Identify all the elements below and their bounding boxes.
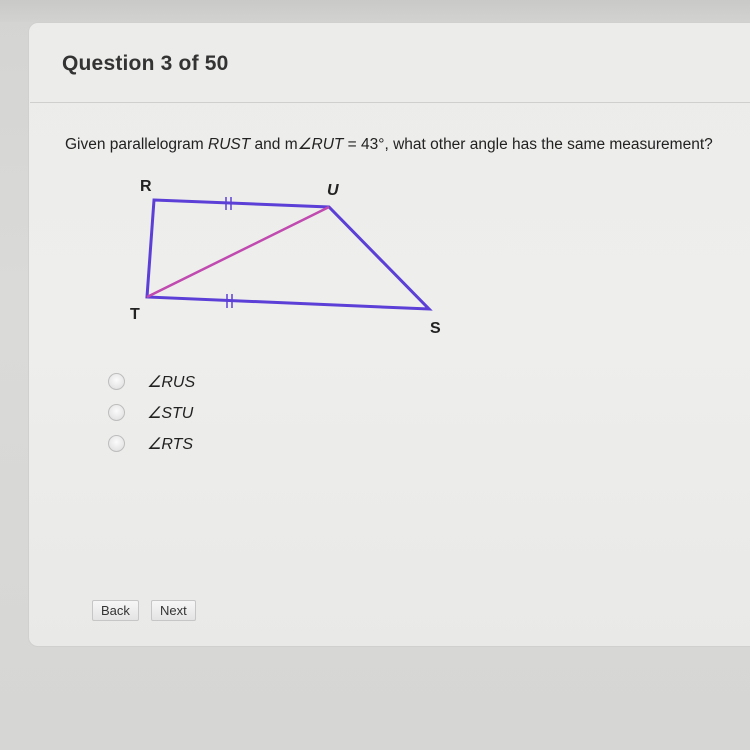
answer-label-3: ∠RTS: [147, 435, 194, 453]
answer-option-2[interactable]: [108, 397, 195, 428]
radio-button-3[interactable]: [108, 435, 125, 452]
prompt-angle-name: ∠RUT: [297, 136, 344, 153]
next-button[interactable]: Next: [151, 600, 196, 621]
back-button[interactable]: Back: [92, 600, 139, 621]
answer-choices: [108, 366, 195, 459]
prompt-text-2: and m: [250, 136, 298, 153]
vertex-label-r: R: [140, 178, 152, 195]
vertex-label-t: T: [130, 306, 140, 323]
question-prompt: [65, 135, 713, 154]
answer-option-1[interactable]: [108, 366, 195, 397]
vertex-label-u: U: [327, 182, 339, 199]
question-header: Question 3 of 50: [62, 52, 229, 75]
radio-button-1[interactable]: [108, 373, 125, 390]
prompt-shape-name: RUST: [208, 136, 251, 153]
vertex-label-s: S: [430, 320, 441, 337]
answer-option-3[interactable]: [108, 428, 195, 459]
top-strip: [0, 0, 750, 22]
prompt-text-3: = 43°, what other angle has the same measurement?: [343, 136, 713, 153]
quadrilateral-rust: [147, 200, 429, 309]
answer-label-1: ∠RUS: [147, 373, 196, 391]
diagonal-ut: [147, 207, 329, 297]
radio-button-2[interactable]: [108, 404, 125, 421]
parallelogram-figure: [120, 170, 460, 340]
header-divider: [30, 102, 750, 103]
answer-label-2: ∠STU: [147, 404, 194, 422]
prompt-text-1: Given parallelogram: [65, 136, 209, 153]
